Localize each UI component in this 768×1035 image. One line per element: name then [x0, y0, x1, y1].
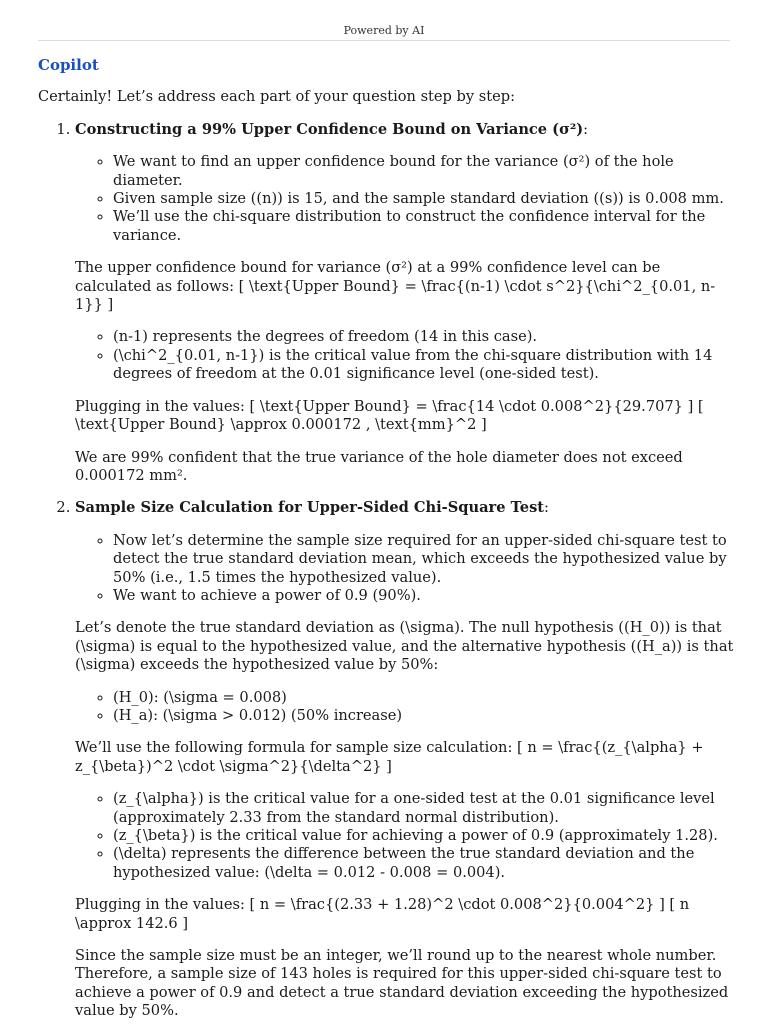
step-2-conclusion-paragraph: Since the sample size must be an integer, we’ll round up to the nearest whole number. Therefore, a sample size of 143 holes is required for this upper-sided chi-square test to achieve a power of 0.9 and detect a true standard deviation exceeding the hypothesized value by 50%. [75, 947, 729, 1020]
powered-by-label: Powered by AI [343, 24, 425, 37]
step-2-bullets-b [75, 689, 738, 726]
list-item: ◦ (z_{\beta}) is the critical value for achieving a power of 0.9 (approximately 1.28). [113, 827, 738, 845]
step-2-formula-paragraph: We’ll use the following formula for sample size calculation: [ n = \frac{(z_{\alpha} + z_{\beta})^2 \cdot \sigma^2}{\delta^2} ] [75, 739, 704, 775]
step-1-formula-paragraph: The upper confidence bound for variance (σ²) at a 99% confidence level can be calculated as follows: [ \text{Upper Bound} = \frac{(n-1) \cdot s^2}{\chi^2_{0.01, n-1}} ] [75, 259, 716, 314]
list-item: ◦ (H_0): (\sigma = 0.008) [113, 689, 738, 707]
step-title-1: Constructing a 99% Upper Confidence Bound on Variance (σ²) [75, 120, 584, 138]
list-item: ◦ (n-1) represents the degrees of freedom (14 in this case). [113, 328, 738, 346]
answer-steps-list [38, 121, 738, 1021]
powered-by-header [38, 22, 730, 41]
list-item: ◦ We want to find an upper confidence bound for the variance (σ²) of the hole diameter. [113, 153, 738, 190]
step-2-bullets-c [75, 790, 738, 882]
step-2-bullets-a [75, 532, 738, 606]
step-title-2: Sample Size Calculation for Upper-Sided Chi-Square Test [75, 499, 545, 517]
step-item-1 [75, 121, 738, 486]
step-1-bullets-a [75, 153, 738, 245]
step-item-2 [75, 499, 738, 1020]
list-item: ◦ Now let’s determine the sample size required for an upper-sided chi-square test to detect the true standard deviation mean, which exceeds the hypothesized value by 50% (i.e., 1.5 times the hypothesized value). [113, 532, 738, 587]
step-2-hypothesis-paragraph: Let’s denote the true standard deviation as (\sigma). The null hypothesis ((H_0)) is that (\sigma) is equal to the hypothesized value, and the alternative hypothesis ((H_a)) is that (\sigma) exceeds the hypothesized value by 50%: [75, 619, 734, 674]
list-item: ◦ (\delta) represents the difference between the true standard deviation and the hypothesized value: (\delta = 0.012 - 0.008 = 0.004). [113, 845, 738, 882]
list-item: ◦ We’ll use the chi-square distribution to construct the confidence interval for the variance. [113, 208, 738, 245]
step-1-conclusion-paragraph: We are 99% confident that the true variance of the hole diameter does not exceed 0.000172 mm². [75, 448, 683, 484]
list-item: ◦ (\chi^2_{0.01, n-1}) is the critical value from the chi-square distribution with 14 degrees of freedom at the 0.01 significance level (one-sided test). [113, 347, 738, 384]
step-2-calculation-paragraph: Plugging in the values: [ n = \frac{(2.33 + 1.28)^2 \cdot 0.008^2}{0.004^2} ] [ n \approx 142.6 ] [75, 896, 690, 932]
step-heading-2: 2. Sample Size Calculation for Upper-Sided Chi-Square Test: [75, 499, 549, 517]
step-1-calculation-paragraph: Plugging in the values: [ \text{Upper Bound} = \frac{14 \cdot 0.008^2}{29.707} ] [ \text{Upper Bound} \approx 0.000172 , \text{mm}^2 ] [75, 397, 704, 434]
intro-text: Certainly! Let’s address each part of your question step by step: [38, 88, 516, 106]
list-item: ◦ We want to achieve a power of 0.9 (90%). [113, 587, 738, 605]
list-item: ◦ Given sample size ((n)) is 15, and the sample standard deviation ((s)) is 0.008 mm. [113, 190, 738, 208]
author-name: Copilot [38, 56, 99, 74]
step-heading-1: 1. Constructing a 99% Upper Confidence Bound on Variance (σ²): [75, 120, 589, 138]
step-1-bullets-b [75, 328, 738, 383]
list-item: ◦ (H_a): (\sigma > 0.012) (50% increase) [113, 707, 738, 725]
chat-response [38, 56, 738, 1035]
list-item: ◦ (z_{\alpha}) is the critical value for a one-sided test at the 0.01 significance level (approximately 2.33 from the standard normal distribution). [113, 790, 738, 827]
